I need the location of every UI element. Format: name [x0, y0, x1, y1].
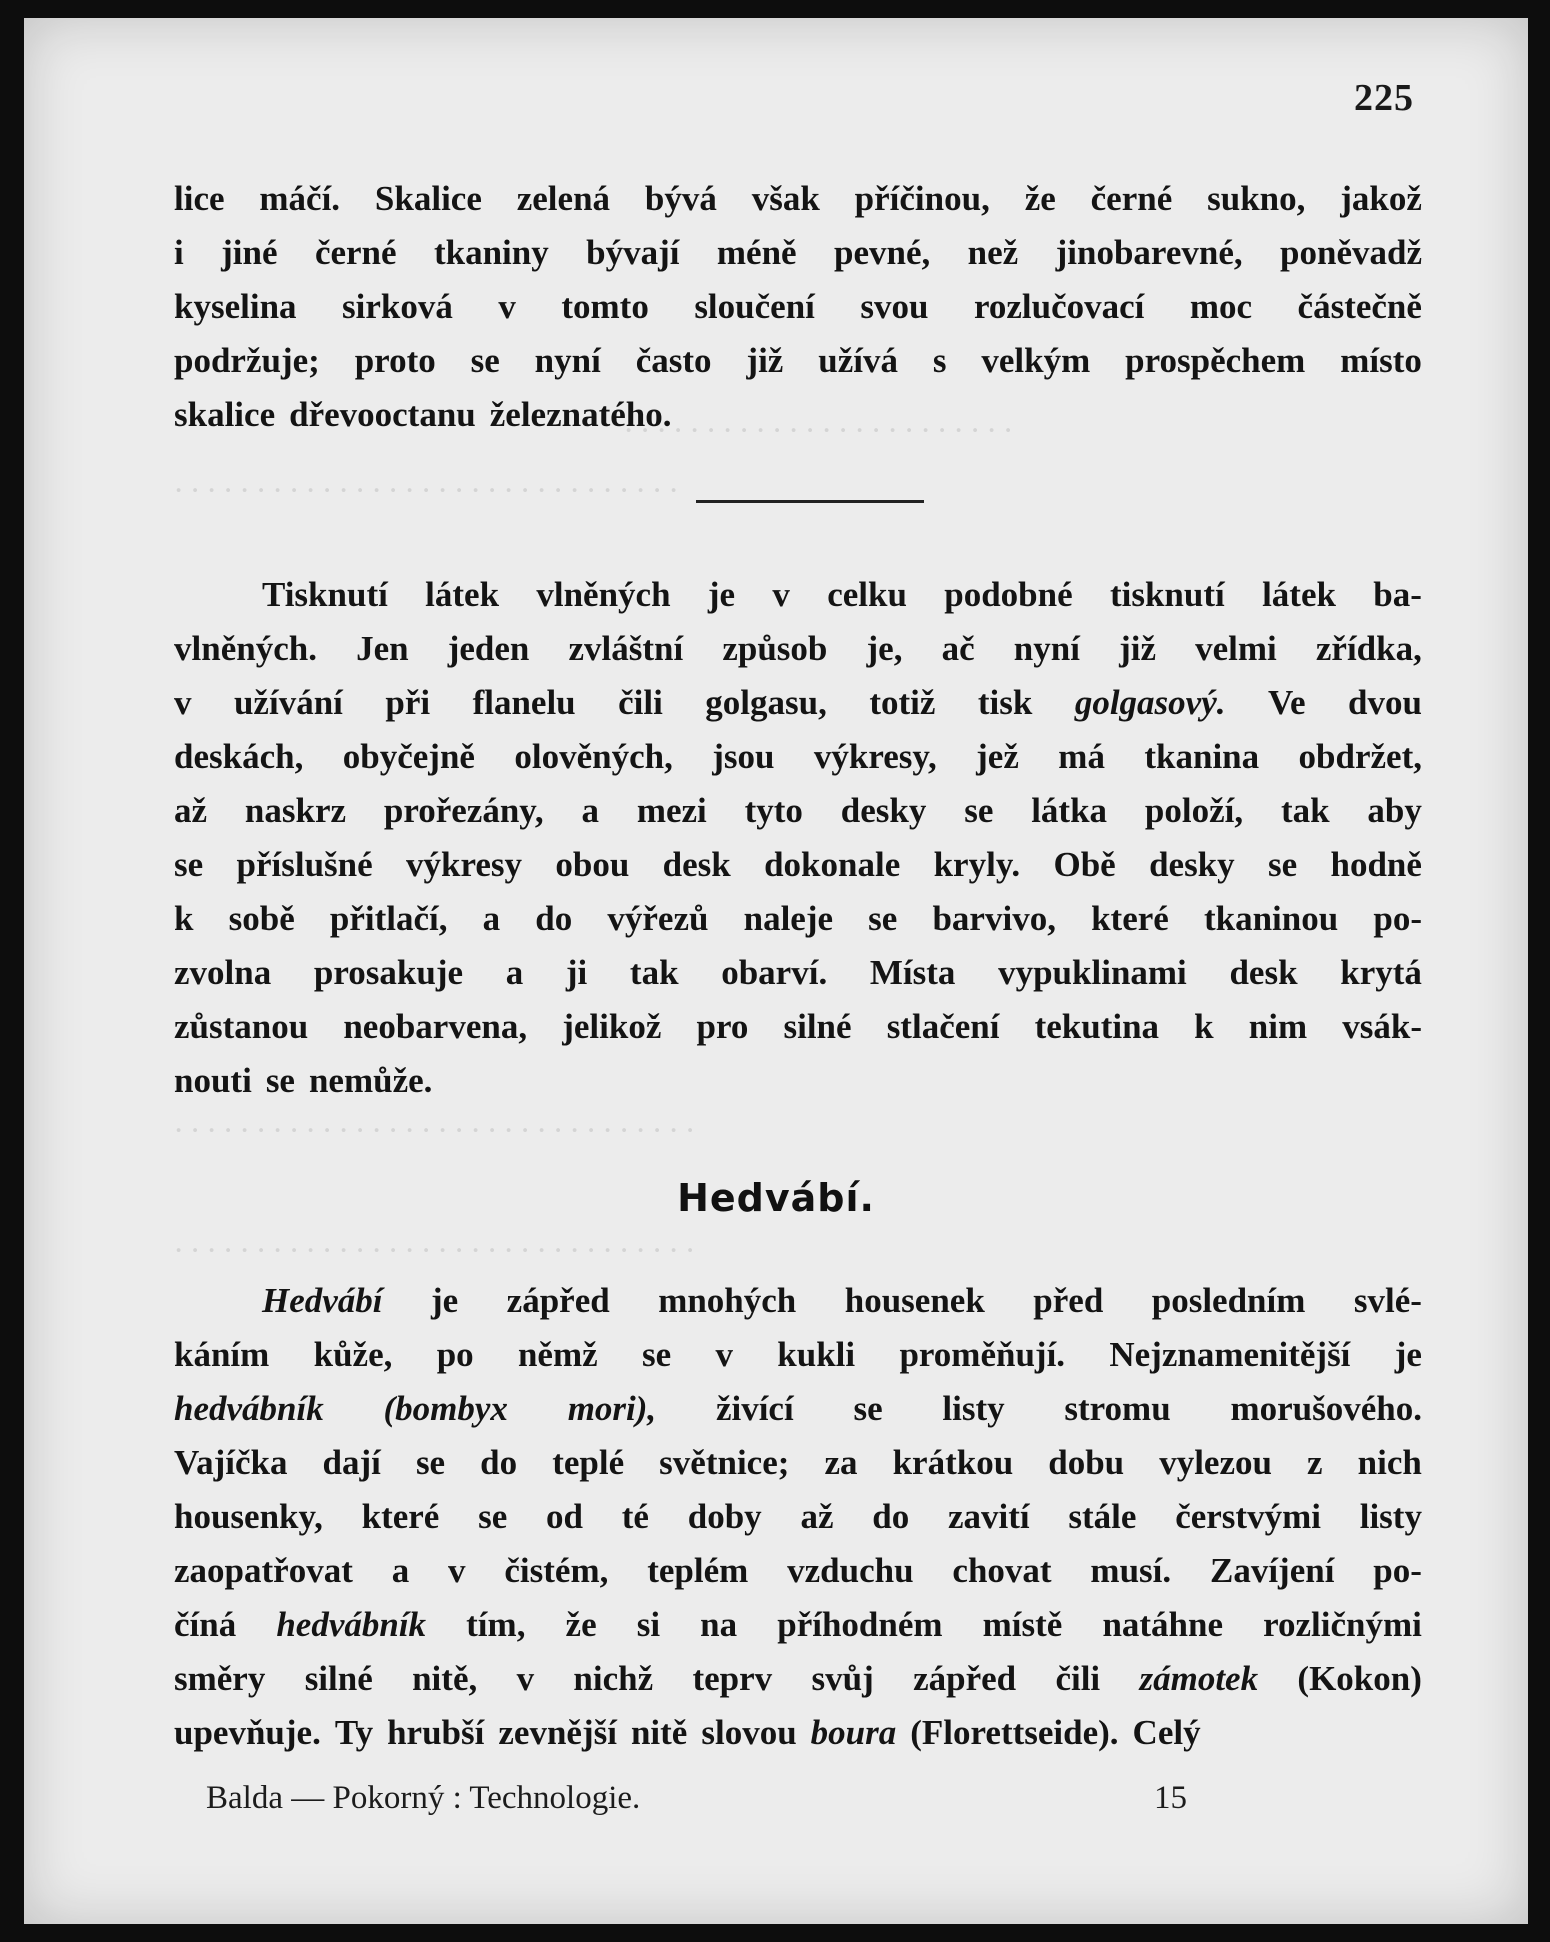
word: pevné, — [834, 233, 931, 272]
bleed-through-decoration: · · · · · · · · · · · · · · · · · · · · · · · · — [624, 413, 1012, 449]
word: nemůže. — [308, 1061, 433, 1100]
word: však — [751, 179, 820, 218]
word: vzduchu — [787, 1551, 914, 1590]
word: vypuklinami — [998, 953, 1187, 992]
paragraph-3 — [174, 1274, 1422, 1760]
word: výřezů — [607, 899, 709, 938]
text-line — [174, 622, 1422, 676]
word: dvou — [1348, 683, 1422, 722]
book-page — [24, 18, 1528, 1924]
word: na — [700, 1605, 738, 1644]
word: zřídka, — [1315, 629, 1422, 668]
word: že — [1024, 179, 1056, 218]
word: Tisknutí — [262, 575, 388, 614]
word: zaopatřovat — [174, 1551, 353, 1590]
word: velmi — [1195, 629, 1277, 668]
word: barvivo, — [932, 899, 1056, 938]
word: podržuje; — [174, 341, 320, 380]
word: svlé- — [1353, 1281, 1422, 1320]
word: máčí. — [259, 179, 341, 218]
word: do — [480, 1443, 518, 1482]
word: jakož — [1340, 179, 1422, 218]
word: zvolna — [174, 953, 272, 992]
word: jeden — [447, 629, 530, 668]
text-line — [174, 784, 1422, 838]
word: do — [872, 1497, 910, 1536]
word: čili — [618, 683, 663, 722]
page-number: 225 — [1354, 77, 1414, 119]
word: po- — [1373, 1551, 1422, 1590]
word: Celý — [1132, 1713, 1201, 1752]
word: v — [516, 1659, 535, 1698]
word: celku — [827, 575, 907, 614]
word: kůže, — [313, 1335, 393, 1374]
word: housenek — [844, 1281, 985, 1320]
word: při — [385, 683, 431, 722]
word: proměňují. — [899, 1335, 1066, 1374]
word: hedvábník — [276, 1605, 427, 1644]
word: se — [470, 341, 500, 380]
word: kyselina — [174, 287, 297, 326]
word: nouti — [174, 1061, 252, 1100]
word: totiž — [869, 683, 936, 722]
bleed-through-decoration: · · · · · · · · · · · · · · · · · · · · · · · · · · · · · · · — [174, 473, 678, 509]
word: svou — [860, 287, 929, 326]
word: musí. — [1090, 1551, 1172, 1590]
word: zevnější — [498, 1713, 617, 1752]
word: se — [853, 1389, 883, 1428]
word: poněvadž — [1280, 233, 1422, 272]
word: nitě, — [412, 1659, 478, 1698]
word: tkaninou — [1203, 899, 1339, 938]
footer-signature-mark: 15 — [1154, 1780, 1187, 1816]
word: skalice — [174, 395, 276, 434]
word: tak — [629, 953, 679, 992]
word: vsák- — [1342, 1007, 1422, 1046]
word: méně — [716, 233, 797, 272]
word: sloučení — [694, 287, 815, 326]
word: se — [1268, 845, 1298, 884]
word: jsou — [712, 737, 775, 776]
bleed-through-decoration: · · · · · · · · · · · · · · · · · · · · · · · · · · · · · · · · — [174, 1113, 694, 1149]
word: čerstvými — [1175, 1497, 1321, 1536]
word: natáhne — [1102, 1605, 1224, 1644]
word: tisknutí — [1109, 575, 1225, 614]
word: za — [824, 1443, 858, 1482]
word: k — [174, 899, 194, 938]
word: do — [535, 899, 573, 938]
word: podobné — [944, 575, 1073, 614]
word: až — [800, 1497, 834, 1536]
word: vlněných. — [174, 629, 317, 668]
text-line — [174, 676, 1422, 730]
word: dokonale — [764, 845, 901, 884]
section-title: Hedvábí. — [677, 1176, 875, 1220]
word: si — [636, 1605, 661, 1644]
word: místě — [982, 1605, 1063, 1644]
word: tkaniny — [433, 233, 549, 272]
word: desky — [840, 791, 927, 830]
word: je — [707, 575, 736, 614]
word: směry — [174, 1659, 266, 1698]
text-line — [174, 1000, 1422, 1054]
word: již — [1119, 629, 1156, 668]
word: prosakuje — [313, 953, 464, 992]
text-line — [174, 1382, 1422, 1436]
word: se — [641, 1335, 672, 1374]
word: Místa — [869, 953, 956, 992]
word: ač — [941, 629, 975, 668]
word: se — [868, 899, 898, 938]
word: upevňuje. — [174, 1713, 321, 1752]
word: v — [498, 287, 516, 326]
word: v — [174, 683, 192, 722]
word: přitlačí, — [329, 899, 448, 938]
word: proto — [354, 341, 436, 380]
word: posledním — [1151, 1281, 1306, 1320]
word: příčinou, — [854, 179, 990, 218]
footer-author-title: Balda — Pokorný : Technologie. — [206, 1780, 641, 1816]
word: sirková — [342, 287, 453, 326]
word: s — [932, 341, 947, 380]
text-line — [174, 280, 1422, 334]
word: obarví. — [721, 953, 828, 992]
word: naskrz — [244, 791, 347, 830]
word: číná — [174, 1605, 237, 1644]
text-line — [174, 1436, 1422, 1490]
word: Vajíčka — [174, 1443, 288, 1482]
word: tyto — [744, 791, 803, 830]
word: silné — [783, 1007, 852, 1046]
word: krytá — [1340, 953, 1422, 992]
word: z — [1307, 1443, 1323, 1482]
text-line — [174, 226, 1422, 280]
word: a — [505, 953, 524, 992]
word: jiné — [221, 233, 278, 272]
text-line — [174, 1652, 1422, 1706]
word: jelikož — [562, 1007, 662, 1046]
word: látka — [1031, 791, 1108, 830]
word: deskách, — [174, 737, 304, 776]
word: výkresy, — [813, 737, 937, 776]
word: tak — [1280, 791, 1330, 830]
word: nitě — [630, 1713, 688, 1752]
word: nyní — [1013, 629, 1080, 668]
word: mori), — [567, 1389, 657, 1428]
text-line — [174, 1706, 1422, 1760]
text-line — [174, 1054, 1422, 1108]
word: látek — [425, 575, 500, 614]
word: (Florettseide). — [910, 1713, 1119, 1752]
word: čistém, — [504, 1551, 609, 1590]
word: které — [361, 1497, 440, 1536]
word: Skalice — [374, 179, 482, 218]
word: od — [546, 1497, 583, 1536]
word: Nejznamenitější — [1109, 1335, 1351, 1374]
word: vylezou — [1159, 1443, 1272, 1482]
word: je — [1394, 1335, 1422, 1374]
word: po — [436, 1335, 474, 1374]
word: desk — [1229, 953, 1298, 992]
word: položí, — [1144, 791, 1244, 830]
word: mezi — [636, 791, 707, 830]
word: místo — [1340, 341, 1422, 380]
word: po- — [1373, 899, 1422, 938]
word: k — [1194, 1007, 1214, 1046]
word: než — [967, 233, 1019, 272]
word: se — [964, 791, 994, 830]
word: bývá — [644, 179, 717, 218]
paragraph-1 — [174, 172, 1422, 442]
text-line — [174, 334, 1422, 388]
word: se — [415, 1443, 446, 1482]
word: nim — [1248, 1007, 1308, 1046]
word: ba- — [1373, 575, 1422, 614]
word: zámotek — [1139, 1659, 1259, 1698]
word: Jen — [356, 629, 409, 668]
word: zápřed — [506, 1281, 610, 1320]
word: naleje — [743, 899, 834, 938]
word: němž — [517, 1335, 598, 1374]
word: jež — [976, 737, 1019, 776]
word: před — [1033, 1281, 1104, 1320]
word: moc — [1189, 287, 1253, 326]
word: stále — [1068, 1497, 1137, 1536]
word: nyní — [534, 341, 601, 380]
word: pro — [696, 1007, 749, 1046]
word: prospěchem — [1125, 341, 1306, 380]
word: již — [746, 341, 784, 380]
word: černé — [1090, 179, 1173, 218]
word: stromu — [1064, 1389, 1171, 1428]
word: tomto — [561, 287, 649, 326]
word: že — [565, 1605, 597, 1644]
word: bývají — [586, 233, 680, 272]
word: kryly. — [933, 845, 1021, 884]
word: krátkou — [892, 1443, 1014, 1482]
word: jinobarevné, — [1055, 233, 1243, 272]
text-line — [174, 1490, 1422, 1544]
word: které — [1091, 899, 1169, 938]
word: Obě — [1053, 845, 1116, 884]
word: a — [581, 791, 599, 830]
word: dají — [322, 1443, 381, 1482]
word: golgasový. — [1074, 683, 1226, 722]
word: hedvábník — [174, 1389, 324, 1428]
word: golgasu, — [705, 683, 827, 722]
word: tím, — [466, 1605, 526, 1644]
word: čili — [1055, 1659, 1101, 1698]
word: výkresy — [406, 845, 523, 884]
word: velkým — [981, 341, 1091, 380]
word: živící — [715, 1389, 794, 1428]
word: ji — [565, 953, 588, 992]
text-line — [174, 172, 1422, 226]
text-line — [174, 388, 1422, 442]
word: rozlučovací — [973, 287, 1145, 326]
word: sukno, — [1207, 179, 1306, 218]
word: se — [265, 1061, 295, 1100]
word: obdržet, — [1298, 737, 1422, 776]
word: (bombyx — [383, 1389, 508, 1428]
word: chovat — [952, 1551, 1052, 1590]
word: příhodném — [777, 1605, 943, 1644]
word: rozličnými — [1263, 1605, 1422, 1644]
word: obou — [555, 845, 630, 884]
text-line — [174, 1598, 1422, 1652]
word: (Kokon) — [1297, 1659, 1422, 1698]
word: listy — [942, 1389, 1005, 1428]
word: se — [174, 845, 204, 884]
word: listy — [1359, 1497, 1422, 1536]
word: je — [431, 1281, 459, 1320]
word: je, — [866, 629, 903, 668]
text-line — [174, 730, 1422, 784]
word: v — [448, 1551, 466, 1590]
word: často — [635, 341, 712, 380]
word: světnice; — [659, 1443, 790, 1482]
word: a — [391, 1551, 410, 1590]
text-line — [174, 1274, 1422, 1328]
word: zůstanou — [174, 1007, 309, 1046]
word: doby — [687, 1497, 762, 1536]
word: se — [478, 1497, 508, 1536]
word: železnatého. — [489, 395, 672, 434]
word: tisk — [977, 683, 1033, 722]
word: způsob — [722, 629, 828, 668]
word: dobu — [1048, 1443, 1125, 1482]
word: housenky, — [174, 1497, 323, 1536]
word: zavití — [947, 1497, 1030, 1536]
paragraph-2 — [174, 568, 1422, 1108]
section-separator-rule — [696, 500, 924, 503]
word: zvláštní — [568, 629, 684, 668]
text-line — [174, 892, 1422, 946]
word: Hedvábí — [262, 1281, 383, 1320]
word: látek — [1262, 575, 1336, 614]
word: flanelu — [472, 683, 576, 722]
word: obyčejně — [342, 737, 475, 776]
word: zápřed — [913, 1659, 1017, 1698]
word: kukli — [777, 1335, 856, 1374]
word: tekutina — [1034, 1007, 1160, 1046]
word: užívá — [818, 341, 898, 380]
word: morušového. — [1230, 1389, 1422, 1428]
word: černé — [314, 233, 397, 272]
text-line — [174, 1328, 1422, 1382]
word: v — [715, 1335, 733, 1374]
word: mnohých — [658, 1281, 797, 1320]
word: neobarvena, — [343, 1007, 528, 1046]
bleed-through-decoration: · · · · · · · · · · · · · · · · · · · · · · · · · · · · · · · · — [174, 1233, 694, 1269]
word: desky — [1149, 845, 1235, 884]
word: má — [1058, 737, 1105, 776]
word: až — [174, 791, 208, 830]
text-line — [174, 568, 1422, 622]
word: teprv — [692, 1659, 773, 1698]
text-line — [174, 946, 1422, 1000]
text-line — [174, 838, 1422, 892]
word: i — [174, 233, 184, 272]
word: nichž — [573, 1659, 654, 1698]
word: částečně — [1297, 287, 1422, 326]
word: Ty — [334, 1713, 374, 1752]
word: Zavíjení — [1209, 1551, 1335, 1590]
word: boura — [810, 1713, 897, 1752]
word: užívání — [233, 683, 343, 722]
word: teplé — [552, 1443, 625, 1482]
word: slovou — [701, 1713, 797, 1752]
word: nich — [1357, 1443, 1422, 1482]
word: hodně — [1330, 845, 1422, 884]
word: olověných, — [514, 737, 673, 776]
word: v — [772, 575, 790, 614]
word: silné — [304, 1659, 373, 1698]
word: sobě — [228, 899, 295, 938]
word: lice — [174, 179, 225, 218]
word: té — [621, 1497, 649, 1536]
word: Ve — [1267, 683, 1306, 722]
word: desk — [662, 845, 731, 884]
word: teplém — [647, 1551, 749, 1590]
text-line — [174, 1544, 1422, 1598]
word: káním — [174, 1335, 270, 1374]
word: hrubší — [387, 1713, 485, 1752]
word: svůj — [811, 1659, 874, 1698]
word: vlněných — [536, 575, 671, 614]
word: aby — [1367, 791, 1422, 830]
word: prořezány, — [383, 791, 544, 830]
word: stlačení — [886, 1007, 1000, 1046]
word: příslušné — [236, 845, 373, 884]
word: tkanina — [1144, 737, 1260, 776]
word: dřevooctanu — [289, 395, 476, 434]
word: zelená — [516, 179, 611, 218]
word: a — [482, 899, 501, 938]
